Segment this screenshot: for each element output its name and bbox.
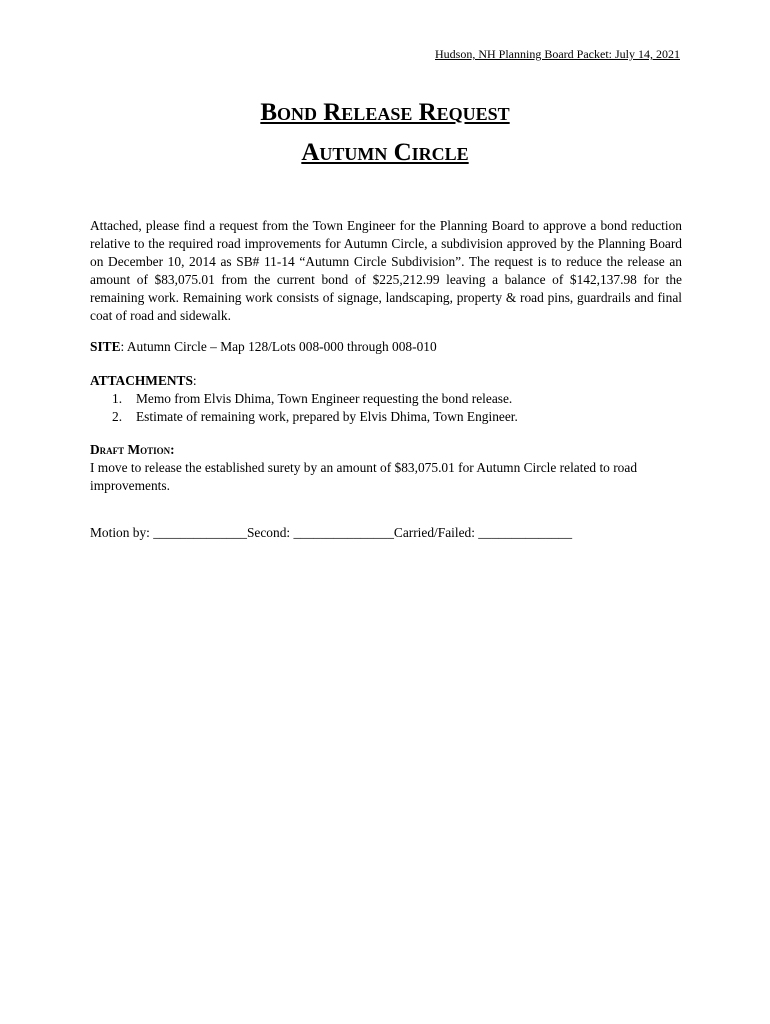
motion-signature-line: Motion by: ______________Second: _______________Carried/Failed: ______________ [90, 525, 573, 540]
site-line [90, 338, 682, 356]
attachments-list [90, 390, 682, 426]
list-item [90, 390, 682, 408]
attachments-heading [90, 372, 682, 390]
site-text: : Autumn Circle – Map 128/Lots 008-000 through 008-010 [120, 339, 437, 354]
list-item-text: Estimate of remaining work, prepared by Elvis Dhima, Town Engineer. [136, 409, 518, 424]
attachments-label: ATTACHMENTS [90, 373, 193, 388]
list-item-text: Memo from Elvis Dhima, Town Engineer requesting the bond release. [136, 391, 513, 406]
page-title: Bond Release Request [260, 99, 510, 126]
list-item-number: 2. [112, 409, 123, 424]
page-subtitle: Autumn Circle [301, 139, 469, 166]
attachments-suffix: : [192, 373, 197, 388]
draft-motion-text: I move to release the established surety by an amount of $83,075.01 for Autumn Circle related to road improvements. [90, 460, 638, 493]
draft-motion-heading: Draft Motion: [90, 442, 175, 457]
packet-header-note: Hudson, NH Planning Board Packet: July 14, 2021 [435, 47, 680, 61]
site-label: SITE [90, 339, 121, 354]
list-item [90, 408, 682, 426]
intro-paragraph: Attached, please find a request from the Town Engineer for the Planning Board to approve a bond reduction relative to the required road improvements for Autumn Circle, a subdivision approved by the Planning Board on December 10, 2014 as SB# 11-14 “Autumn Circle Subdivision”. The request is to reduce the release an amount of $83,075.01 from the current bond of $225,212.99 leaving a balance of $142,137.98 for the remaining work. Remaining work consists of signage, landscaping, property & road pins, guardrails and final coat of road and sidewalk. [90, 218, 682, 323]
list-item-number: 1. [112, 391, 123, 406]
